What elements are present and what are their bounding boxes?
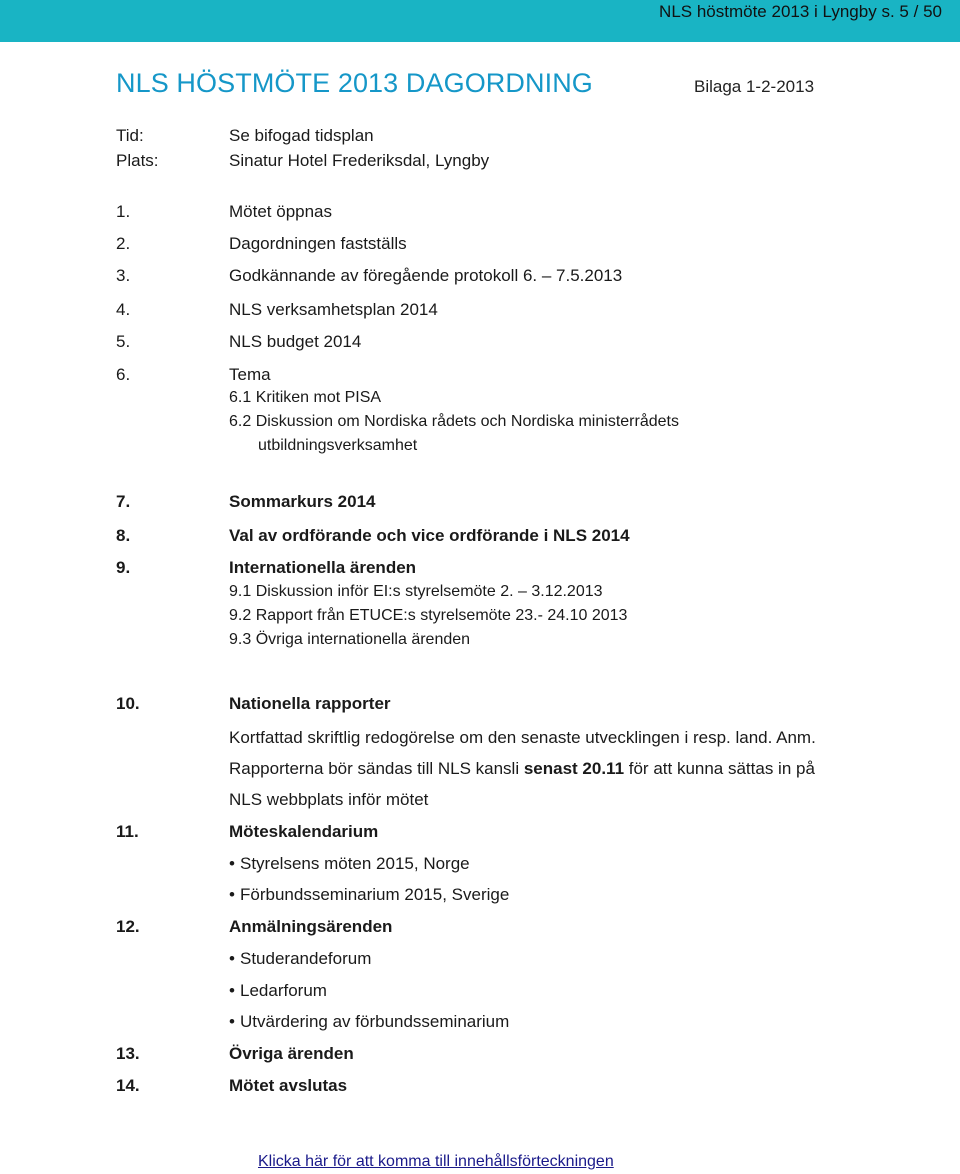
time-value: Se bifogad tidsplan bbox=[229, 126, 374, 145]
page-current: 5 bbox=[899, 2, 909, 21]
place-label: Plats: bbox=[116, 151, 159, 170]
agenda-item-4: NLS verksamhetsplan 2014 bbox=[229, 300, 438, 319]
time-label: Tid: bbox=[116, 126, 144, 145]
list-item bbox=[229, 949, 371, 969]
bullet-text: Förbundsseminarium 2015, Sverige bbox=[240, 885, 510, 904]
running-header bbox=[659, 2, 942, 22]
agenda-num-13: 13. bbox=[116, 1044, 140, 1063]
agenda-item-13: Övriga ärenden bbox=[229, 1044, 354, 1063]
agenda-item-1: Mötet öppnas bbox=[229, 202, 333, 221]
agenda-10-note-line2-a: Rapporterna bör sändas till NLS kansli bbox=[229, 759, 524, 778]
agenda-subitem-9-1: 9.1 Diskussion inför EI:s styrelsemöte 2. – 3.12.2013 bbox=[229, 583, 603, 600]
list-item bbox=[229, 885, 509, 905]
agenda-num-4: 4. bbox=[116, 300, 131, 319]
agenda-num-14: 14. bbox=[116, 1076, 140, 1095]
page-separator: / bbox=[913, 2, 919, 21]
agenda-num-8: 8. bbox=[116, 526, 131, 545]
agenda-num-12: 12. bbox=[116, 917, 140, 936]
agenda-num-7: 7. bbox=[116, 492, 131, 511]
list-item bbox=[229, 854, 470, 874]
agenda-item-10: Nationella rapporter bbox=[229, 694, 391, 713]
agenda-item-11: Möteskalendarium bbox=[229, 822, 379, 841]
bullet-text: Ledarforum bbox=[240, 981, 327, 1000]
agenda-subitem-6-2-cont: utbildningsverksamhet bbox=[258, 437, 418, 454]
agenda-item-9: Internationella ärenden bbox=[229, 558, 417, 577]
agenda-subitem-9-3: 9.3 Övriga internationella ärenden bbox=[229, 631, 471, 648]
agenda-10-note-line2-c: för att kunna sättas in på bbox=[624, 759, 815, 778]
agenda-item-7: Sommarkurs 2014 bbox=[229, 492, 376, 511]
agenda-10-note-line1: Kortfattad skriftlig redogörelse om den senaste utvecklingen i resp. land. Anm. bbox=[229, 728, 816, 747]
deadline-text: senast 20.11 bbox=[523, 759, 625, 778]
agenda-item-8: Val av ordförande och vice ordförande i NLS 2014 bbox=[229, 526, 630, 545]
agenda-num-11: 11. bbox=[116, 822, 139, 841]
agenda-num-9: 9. bbox=[116, 558, 131, 577]
bullet-icon: • bbox=[229, 885, 235, 904]
place-value: Sinatur Hotel Frederiksdal, Lyngby bbox=[229, 151, 490, 170]
agenda-num-6: 6. bbox=[116, 365, 131, 384]
bullet-icon: • bbox=[229, 854, 235, 873]
bullet-icon: • bbox=[229, 949, 235, 968]
agenda-10-note-line3: NLS webbplats inför mötet bbox=[229, 790, 429, 809]
bullet-text: Utvärdering av förbundsseminarium bbox=[240, 1012, 510, 1031]
agenda-num-5: 5. bbox=[116, 332, 131, 351]
agenda-item-12: Anmälningsärenden bbox=[229, 917, 393, 936]
agenda-subitem-6-1: 6.1 Kritiken mot PISA bbox=[229, 389, 382, 406]
page-title: NLS HÖSTMÖTE 2013 DAGORDNING bbox=[116, 68, 593, 98]
toc-link[interactable]: Klicka här för att komma till innehållsförteckningen bbox=[258, 1153, 614, 1170]
bullet-text: Styrelsens möten 2015, Norge bbox=[240, 854, 470, 873]
bullet-icon: • bbox=[229, 981, 235, 1000]
agenda-item-3: Godkännande av föregående protokoll 6. – 7.5.2013 bbox=[229, 266, 623, 285]
agenda-num-1: 1. bbox=[116, 202, 131, 221]
list-item bbox=[229, 981, 327, 1001]
agenda-subitem-9-2: 9.2 Rapport från ETUCE:s styrelsemöte 23.- 24.10 2013 bbox=[229, 607, 628, 624]
bullet-icon: • bbox=[229, 1012, 235, 1031]
agenda-item-2: Dagordningen fastställs bbox=[229, 234, 407, 253]
agenda-10-note-line2 bbox=[229, 759, 815, 779]
agenda-item-5: NLS budget 2014 bbox=[229, 332, 362, 351]
bullet-text: Studerandeforum bbox=[240, 949, 372, 968]
running-header-title: NLS höstmöte 2013 i Lyngby s. bbox=[659, 2, 895, 21]
agenda-num-2: 2. bbox=[116, 234, 131, 253]
agenda-item-14: Mötet avslutas bbox=[229, 1076, 348, 1095]
agenda-subitem-6-2: 6.2 Diskussion om Nordiska rådets och Nordiska ministerrådets bbox=[229, 413, 679, 430]
agenda-item-6: Tema bbox=[229, 365, 271, 384]
agenda-num-10: 10. bbox=[116, 694, 140, 713]
list-item bbox=[229, 1012, 509, 1032]
appendix-label: Bilaga 1-2-2013 bbox=[694, 77, 815, 96]
page-total: 50 bbox=[923, 2, 942, 21]
agenda-num-3: 3. bbox=[116, 266, 131, 285]
